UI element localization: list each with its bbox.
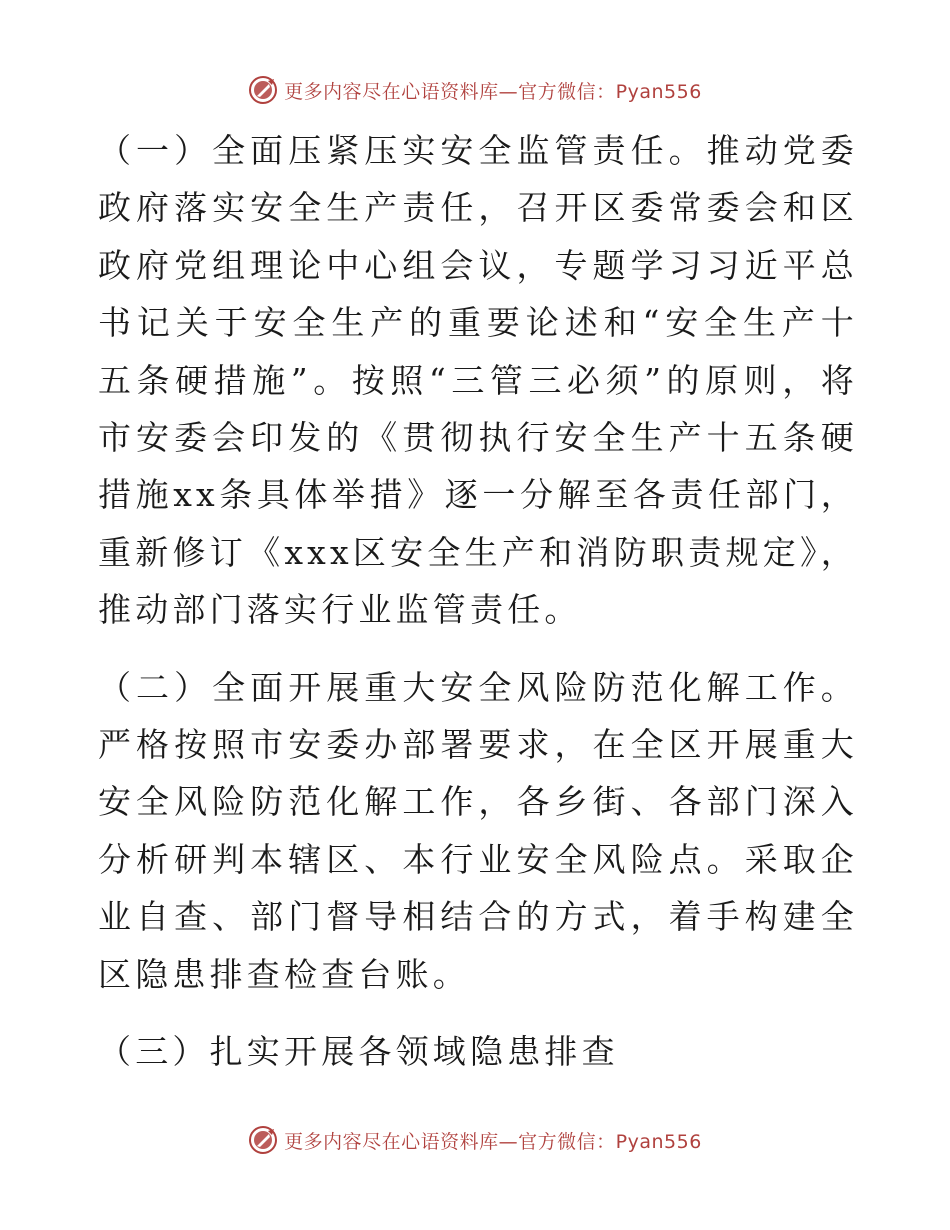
paragraph-3: （三）扎实开展各领域隐患排查 [98, 1032, 619, 1072]
paragraph-2: （二）全面开展重大安全风险防范化解工作。严格按照市安委办部署要求，在全区开展重大安全风险防范化解工作，各乡街、各部门深入分析研判本辖区、本行业安全风险点。采取企业自查、部门督导相结合的方式，着手构建全区隐患排查检查台账。 [98, 667, 858, 994]
watermark-text: 更多内容尽在心语资料库—官方微信：Pyan556 [284, 80, 702, 103]
quill-pen-logo-icon [248, 75, 278, 105]
watermark-footer [0, 1120, 950, 1160]
watermark-text: 更多内容尽在心语资料库—官方微信：Pyan556 [284, 1130, 702, 1153]
quill-pen-logo-icon [248, 1125, 278, 1155]
document-body [98, 122, 858, 1101]
paragraph-1: （一）全面压紧压实安全监管责任。推动党委政府落实安全生产责任，召开区委常委会和区政府党组理论中心组会议，专题学习习近平总书记关于安全生产的重要论述和“安全生产十五条硬措施”。按照“三管三必须”的原则，将市安委会印发的《贯彻执行安全生产十五条硬措施xx条具体举措》逐一分解至各责任部门，重新修订《xxx区安全生产和消防职责规定》，推动部门落实行业监管责任。 [98, 131, 858, 630]
watermark-header [0, 70, 950, 110]
